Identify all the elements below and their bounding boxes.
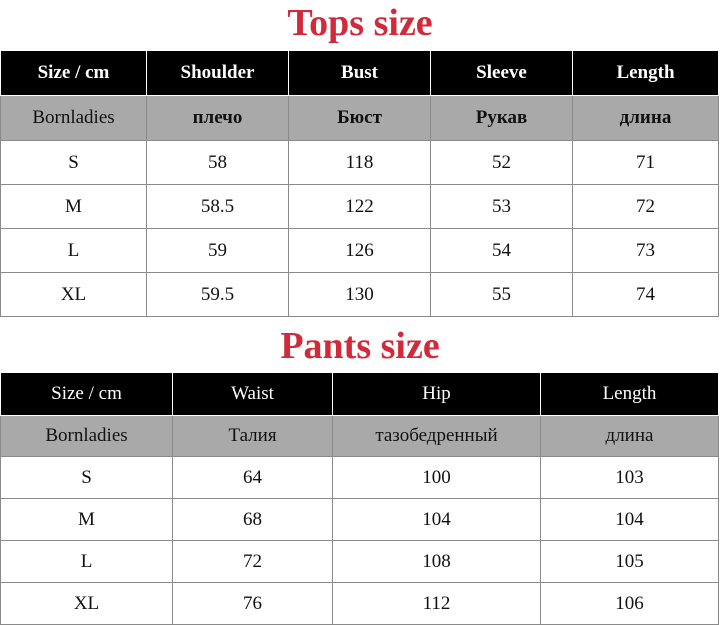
table-cell: 58.5 <box>147 185 289 229</box>
tops-header-shoulder: Shoulder <box>147 51 289 96</box>
table-cell: L <box>1 541 173 583</box>
pants-header-waist: Waist <box>173 373 333 416</box>
table-cell: 53 <box>431 185 573 229</box>
pants-subheader-hip: тазобедренный <box>333 416 541 457</box>
table-row <box>1 229 719 273</box>
tops-subheader-sleeve: Рукав <box>431 96 573 141</box>
table-cell: 103 <box>541 457 719 499</box>
table-cell: 58 <box>147 141 289 185</box>
table-cell: S <box>1 457 173 499</box>
table-cell: 74 <box>573 273 719 317</box>
table-cell: 73 <box>573 229 719 273</box>
tops-subheader-shoulder: плечо <box>147 96 289 141</box>
table-cell: XL <box>1 583 173 625</box>
table-cell: XL <box>1 273 147 317</box>
pants-header-length: Length <box>541 373 719 416</box>
pants-header-size: Size / cm <box>1 373 173 416</box>
pants-subheader-length: длина <box>541 416 719 457</box>
table-cell: 108 <box>333 541 541 583</box>
table-row <box>1 141 719 185</box>
table-cell: S <box>1 141 147 185</box>
table-cell: 104 <box>541 499 719 541</box>
tops-header-sleeve: Sleeve <box>431 51 573 96</box>
pants-subheader-brand: Bornladies <box>1 416 173 457</box>
table-cell: 118 <box>289 141 431 185</box>
table-cell: 71 <box>573 141 719 185</box>
table-cell: 72 <box>173 541 333 583</box>
pants-header-row <box>1 373 719 416</box>
table-cell: 106 <box>541 583 719 625</box>
table-cell: 72 <box>573 185 719 229</box>
table-row <box>1 273 719 317</box>
table-cell: M <box>1 499 173 541</box>
table-cell: 59.5 <box>147 273 289 317</box>
pants-subheader-row <box>1 416 719 457</box>
table-cell: 54 <box>431 229 573 273</box>
tops-header-bust: Bust <box>289 51 431 96</box>
tops-header-size: Size / cm <box>1 51 147 96</box>
pants-subheader-waist: Талия <box>173 416 333 457</box>
pants-size-title: Pants size <box>280 325 440 367</box>
tops-subheader-row <box>1 96 719 141</box>
table-cell: 59 <box>147 229 289 273</box>
table-cell: 105 <box>541 541 719 583</box>
tops-subheader-length: длина <box>573 96 719 141</box>
pants-size-table <box>0 372 719 625</box>
table-cell: 122 <box>289 185 431 229</box>
table-cell: 55 <box>431 273 573 317</box>
table-cell: L <box>1 229 147 273</box>
table-cell: M <box>1 185 147 229</box>
table-cell: 68 <box>173 499 333 541</box>
tops-size-title: Tops size <box>287 2 433 44</box>
table-cell: 112 <box>333 583 541 625</box>
table-cell: 52 <box>431 141 573 185</box>
table-cell: 76 <box>173 583 333 625</box>
table-cell: 130 <box>289 273 431 317</box>
table-row <box>1 457 719 499</box>
table-cell: 64 <box>173 457 333 499</box>
tops-subheader-brand: Bornladies <box>1 96 147 141</box>
tops-header-length: Length <box>573 51 719 96</box>
table-row <box>1 583 719 625</box>
table-row <box>1 185 719 229</box>
tops-header-row <box>1 51 719 96</box>
table-row <box>1 541 719 583</box>
table-cell: 100 <box>333 457 541 499</box>
table-cell: 126 <box>289 229 431 273</box>
table-cell: 104 <box>333 499 541 541</box>
tops-size-table <box>0 50 719 317</box>
tops-subheader-bust: Бюст <box>289 96 431 141</box>
table-row <box>1 499 719 541</box>
pants-header-hip: Hip <box>333 373 541 416</box>
